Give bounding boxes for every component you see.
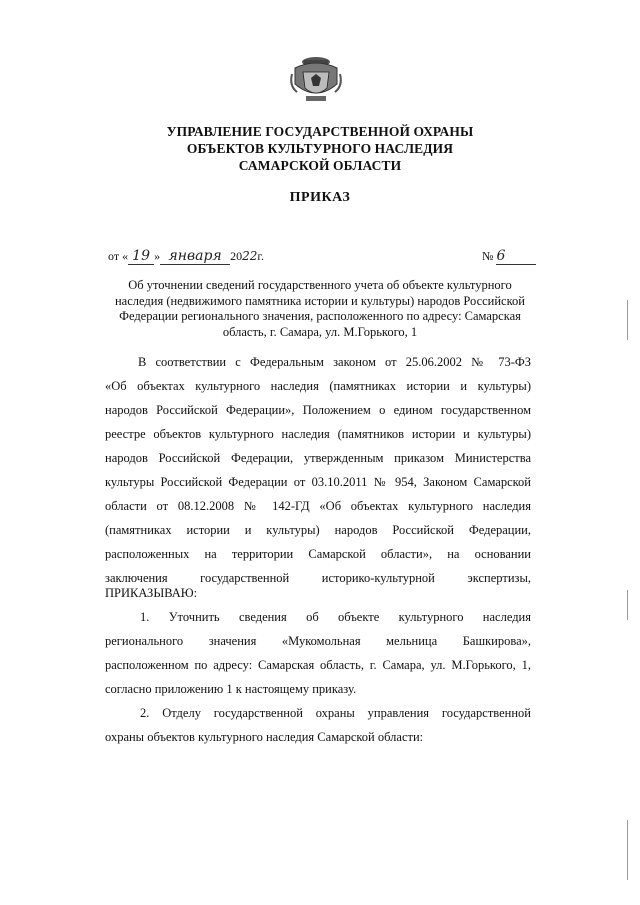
body-line: расположенных на территории Самарской области», на основании: [105, 547, 531, 561]
title-line: Федерации регионального значения, расположенного по адресу: Самарская: [119, 309, 521, 323]
body-line: реестре объектов культурного наследия (памятников истории и культуры): [105, 427, 531, 441]
number-label: №: [482, 249, 494, 263]
organization-line-3: САМАРСКОЙ ОБЛАСТИ: [238, 158, 402, 173]
item-2-line: 2. Отделу государственной охраны управления государственной: [140, 706, 531, 720]
date-prefix: от «: [108, 249, 129, 263]
body-line: области от 08.12.2008 № 142-ГД «Об объектах культурного наследия: [105, 499, 531, 513]
scan-mark: [627, 820, 628, 880]
body-line: «Об объектах культурного наследия (памятниках истории и культуры): [105, 379, 531, 393]
body-line: народов Российской Федерации», Положением о едином государственном: [105, 403, 531, 417]
order-number: [482, 248, 536, 265]
date-month: января: [160, 248, 230, 265]
body-line: В соответствии с Федеральным законом от 25.06.2002 № 73-ФЗ: [138, 355, 531, 369]
body-line: (памятниках истории и культуры) народов Российской Федерации,: [105, 523, 531, 537]
number-value: 6: [496, 248, 536, 265]
document-type-heading: ПРИКАЗ: [289, 190, 351, 205]
body-line: заключения государственной историко-культурной экспертизы,: [105, 571, 531, 585]
body-line: охраны объектов культурного наследия Самарской области:: [105, 730, 424, 744]
order-command: ПРИКАЗЫВАЮ:: [105, 586, 198, 600]
body-line: культуры Российской Федерации от 03.10.2011 № 954, Законом Самарской: [105, 475, 531, 489]
date-day: 19: [128, 248, 154, 265]
coat-of-arms-icon: [289, 54, 343, 104]
date-year-prefix: 20: [230, 249, 243, 263]
body-line: регионального значения «Мукомольная мельница Башкирова»,: [105, 634, 531, 648]
title-line: наследия (недвижимого памятника истории и культуры) народов Российской: [114, 293, 525, 308]
organization-line-1: УПРАВЛЕНИЕ ГОСУДАРСТВЕННОЙ ОХРАНЫ: [166, 124, 474, 139]
date-mid: »: [154, 249, 161, 263]
body-line: народов Российской Федерации, утвержденным приказом Министерства: [105, 451, 531, 465]
date-suffix: г.: [257, 249, 264, 263]
title-line: Об уточнении сведений государственного учета об объекте культурного: [128, 278, 512, 292]
scan-mark: [627, 300, 628, 340]
title-line: область, г. Самара, ул. М.Горького, 1: [222, 324, 418, 339]
scan-mark: [627, 590, 628, 620]
organization-line-2: ОБЪЕКТОВ КУЛЬТУРНОГО НАСЛЕДИЯ: [186, 141, 454, 156]
date-line: [108, 248, 264, 265]
item-1-line: 1. Уточнить сведения об объекте культурного наследия: [140, 610, 531, 624]
body-line: расположенном по адресу: Самарская область, г. Самара, ул. М.Горького, 1,: [105, 658, 531, 672]
body-line: согласно приложению 1 к настоящему приказу.: [105, 682, 357, 696]
document-title: [110, 278, 530, 340]
date-year-suffix: 22: [242, 249, 258, 263]
